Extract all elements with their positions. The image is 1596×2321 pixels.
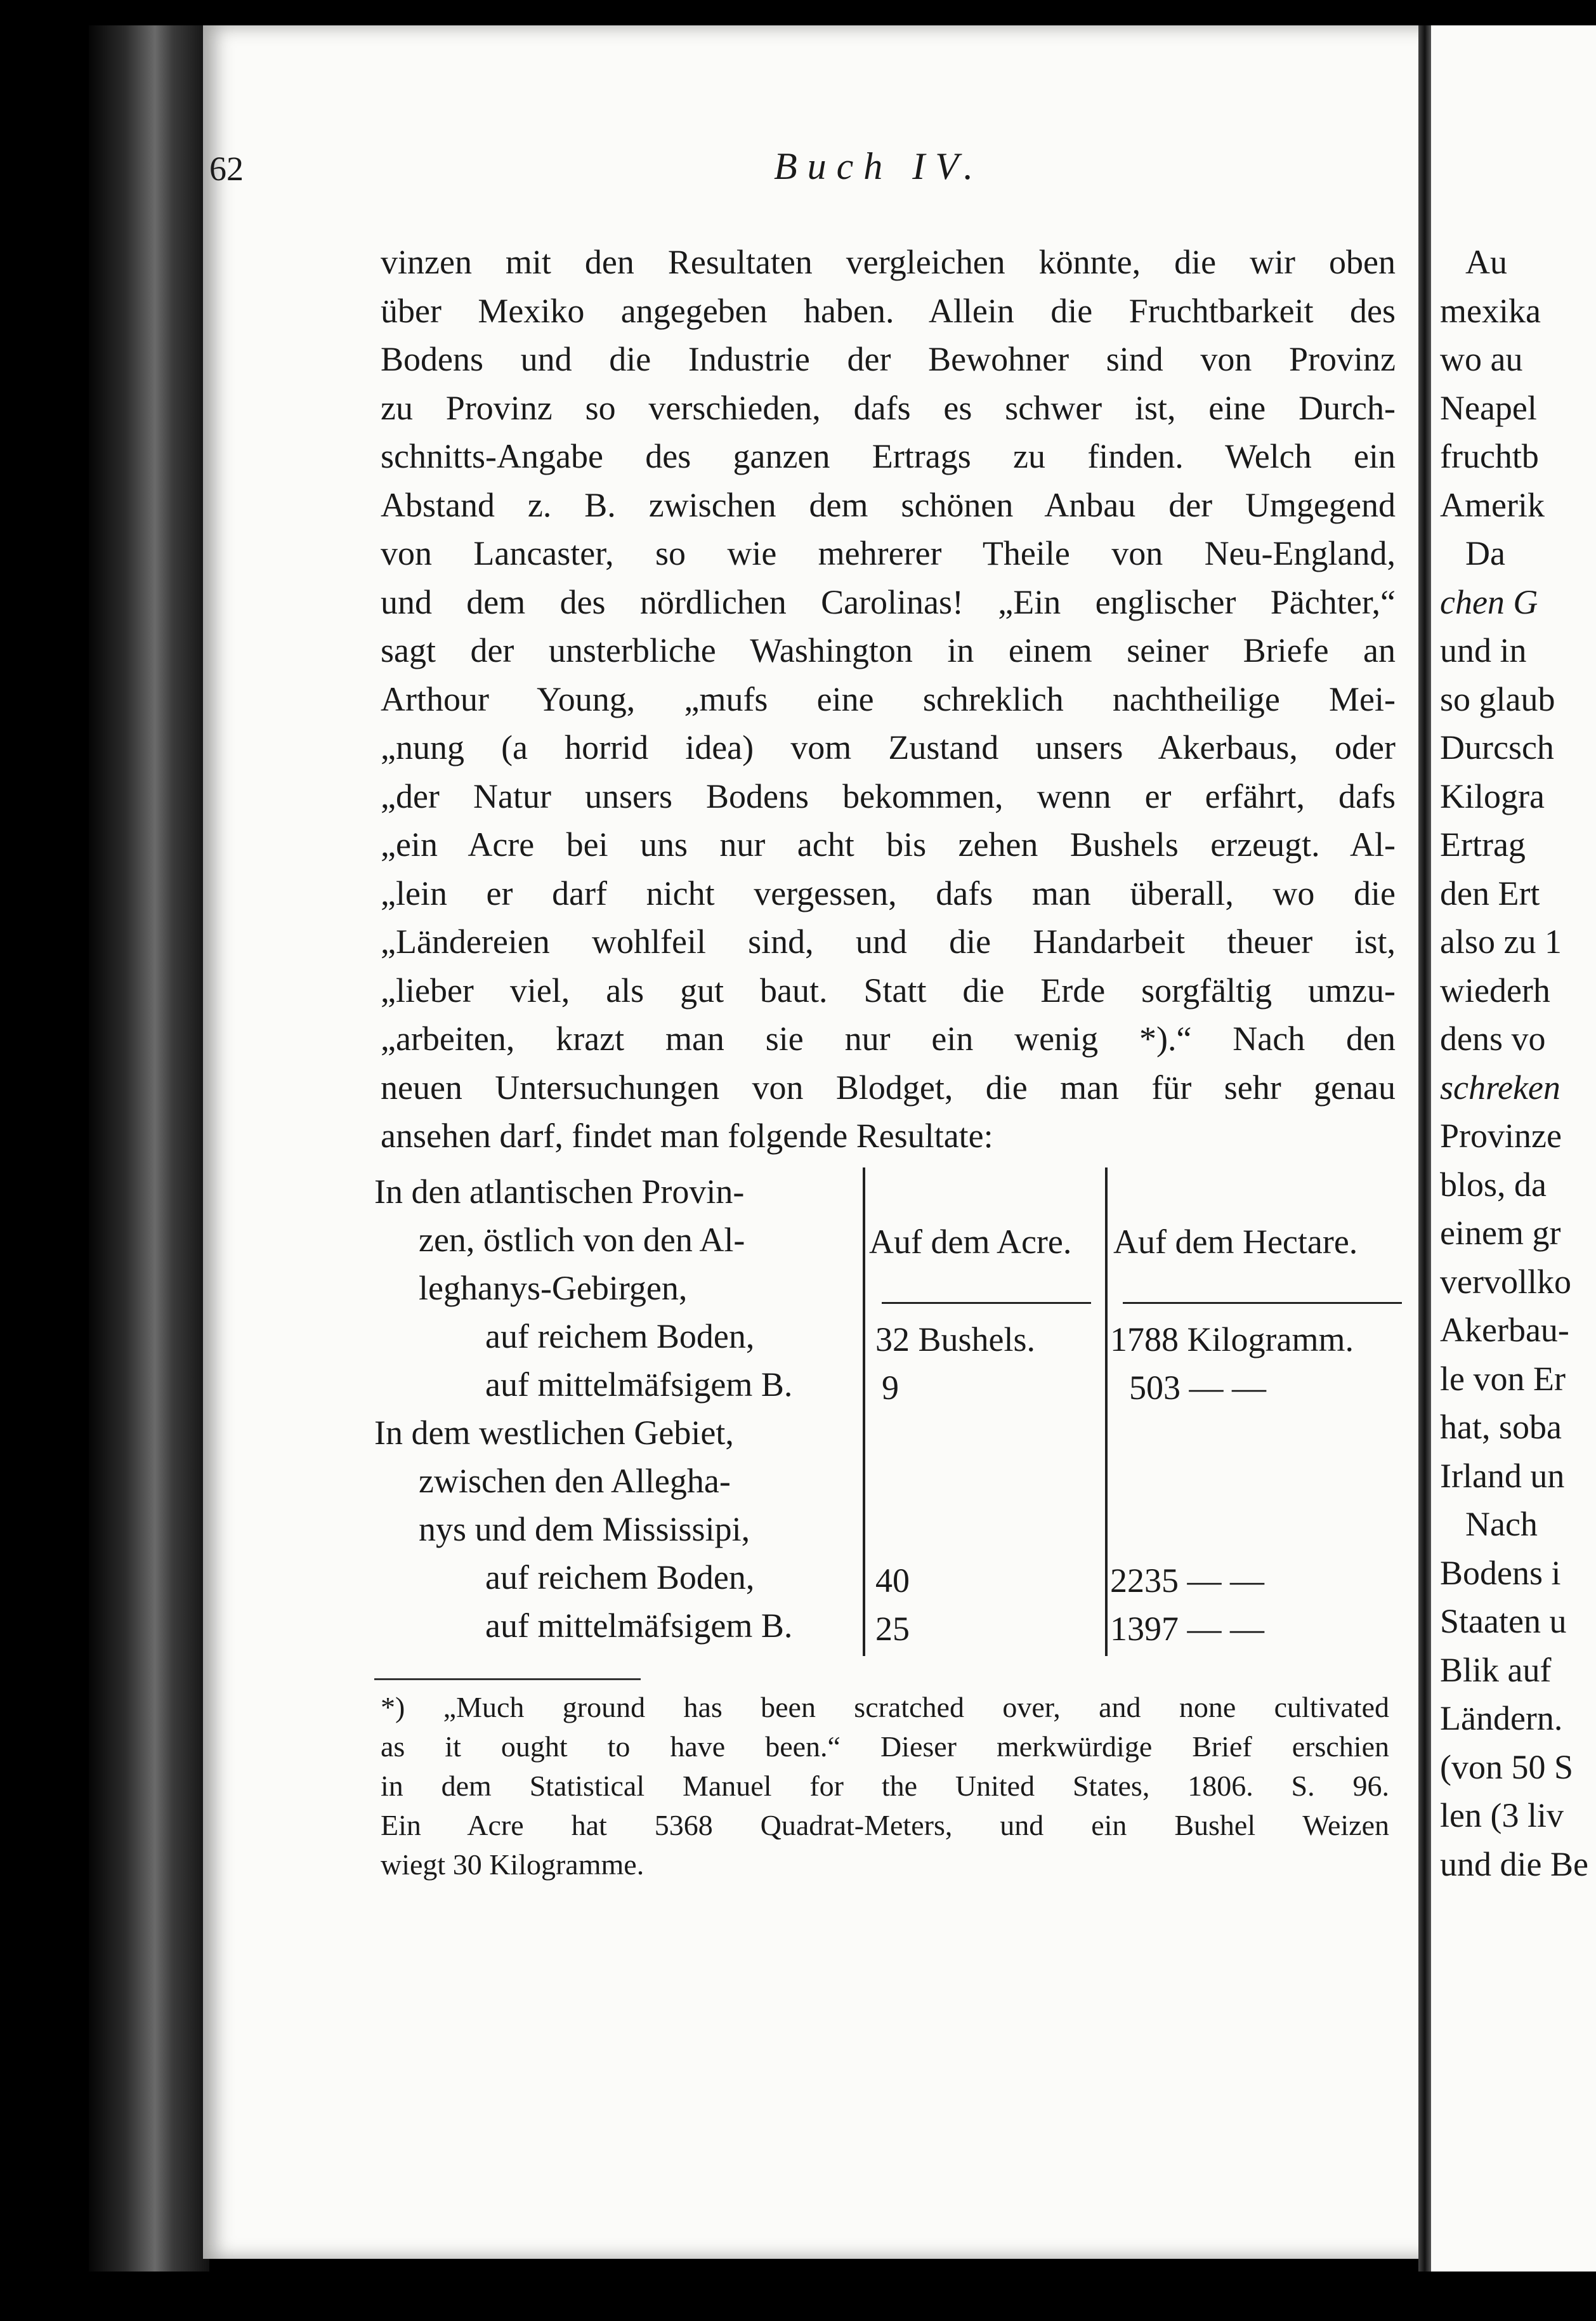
next-page-line: Kilogra <box>1440 777 1545 815</box>
next-page-line: Amerik <box>1440 485 1545 524</box>
next-page-line: also zu 1 <box>1440 923 1562 961</box>
body-line: vinzen mit den Resultaten vergleichen könnte, die wir oben <box>381 243 1396 281</box>
next-page-line: den Ert <box>1440 874 1540 912</box>
body-line: schnitts-Angabe des ganzen Ertrags zu finden. Welch ein <box>381 437 1396 475</box>
next-page-line: Neapel <box>1440 388 1537 427</box>
body-line: Abstand z. B. zwischen dem schönen Anbau der Umgegend <box>381 485 1396 524</box>
table-cell-acre: 9 <box>882 1369 899 1407</box>
table-row-label: zen, östlich von den Al- <box>419 1221 745 1259</box>
next-page-line: Durcsch <box>1440 728 1554 766</box>
table-cell-hectare: 1397 — — <box>1110 1610 1264 1648</box>
next-page-line: Akerbau- <box>1440 1311 1569 1349</box>
body-line: „nung (a horrid idea) vom Zustand unsers Akerbaus, oder <box>381 728 1396 766</box>
body-line: über Mexiko angegeben haben. Allein die Fruchtbarkeit des <box>381 291 1396 330</box>
next-page-line: schreken <box>1440 1068 1560 1107</box>
next-page-line: Au <box>1465 243 1507 281</box>
body-line: sagt der unsterbliche Washington in einem seiner Briefe an <box>381 631 1396 669</box>
body-line: „der Natur unsers Bodens bekommen, wenn er erfährt, dafs <box>381 777 1396 815</box>
table-rule <box>882 1302 1091 1304</box>
next-page-line: len (3 liv <box>1440 1796 1564 1834</box>
book-spine-edge <box>89 25 209 2272</box>
body-line: neuen Untersuchungen von Blodget, die man für sehr genau <box>381 1068 1396 1107</box>
next-page-line: so glaub <box>1440 680 1555 718</box>
footnote-line: in dem Statistical Manuel for the United States, 1806. S. 96. <box>381 1770 1389 1802</box>
table-row-label: auf reichem Boden, <box>485 1317 755 1355</box>
table-cell-hectare: 2235 — — <box>1110 1562 1264 1600</box>
body-line: von Lancaster, so wie mehrerer Theile von Neu-England, <box>381 534 1396 572</box>
body-line: zu Provinz so verschieden, dafs es schwer ist, eine Durch- <box>381 388 1396 427</box>
body-line: „arbeiten, krazt man sie nur ein wenig *).“ Nach den <box>381 1020 1396 1058</box>
running-title: Buch IV. <box>774 145 984 187</box>
next-page-line: Da <box>1465 534 1505 572</box>
body-text <box>381 238 1396 1160</box>
next-page-line: Irland un <box>1440 1456 1565 1495</box>
next-page-line: Nach <box>1465 1505 1538 1543</box>
next-page-text <box>1440 238 1596 1888</box>
page-number: 62 <box>209 150 244 188</box>
table-row-labels <box>374 1167 856 1650</box>
body-line: „Ländereien wohlfeil sind, und die Handarbeit theuer ist, <box>381 923 1396 961</box>
table-cell-acre: 40 <box>875 1562 910 1600</box>
next-page-line: vervollko <box>1440 1262 1571 1301</box>
next-page-line: Provinze <box>1440 1117 1562 1155</box>
next-page-line: Ländern. <box>1440 1699 1563 1737</box>
footnote-line: *) „Much ground has been scratched over, and none cultivated <box>381 1691 1389 1723</box>
table-cell-hectare: 503 — — <box>1129 1369 1266 1407</box>
footnote-line: as it ought to have been.“ Dieser merkwürdige Brief erschien <box>381 1730 1389 1763</box>
next-page-line: Blik auf <box>1440 1650 1552 1689</box>
footnote-line: wiegt 30 Kilogramme. <box>381 1848 644 1881</box>
table-cell-acre: 25 <box>875 1610 910 1648</box>
body-line: „lieber viel, als gut baut. Statt die Erde sorgfältig umzu- <box>381 971 1396 1009</box>
next-page-line: Staaten u <box>1440 1602 1567 1640</box>
table-rule <box>1123 1302 1402 1304</box>
table-row-label: In dem westlichen Gebiet, <box>374 1414 734 1452</box>
footnote <box>381 1688 1389 1884</box>
next-page-line: le von Er <box>1440 1359 1566 1398</box>
next-page-line: wiederh <box>1440 971 1550 1009</box>
body-line: Bodens und die Industrie der Bewohner sind von Provinz <box>381 340 1396 378</box>
next-page-line: dens vo <box>1440 1020 1546 1058</box>
next-page-line: und in <box>1440 631 1527 669</box>
next-page-line: fruchtb <box>1440 437 1539 475</box>
table-divider <box>863 1167 865 1656</box>
next-page-line: Ertrag <box>1440 825 1526 864</box>
table-row-label: auf reichem Boden, <box>485 1558 755 1596</box>
next-page-line: chen G <box>1440 582 1538 621</box>
next-page-line: einem gr <box>1440 1214 1561 1252</box>
table-cell-acre: 32 Bushels. <box>875 1320 1036 1358</box>
table-row-label: In den atlantischen Provin- <box>374 1173 745 1211</box>
next-page-line: wo au <box>1440 340 1523 378</box>
body-line: „ein Acre bei uns nur acht bis zehen Bushels erzeugt. Al- <box>381 825 1396 864</box>
next-page-line: hat, soba <box>1440 1408 1562 1446</box>
next-page-line: blos, da <box>1440 1165 1547 1204</box>
next-page-line: Bodens i <box>1440 1553 1561 1592</box>
column-header-acre: Auf dem Acre. <box>869 1223 1072 1261</box>
body-line: „lein er darf nicht vergessen, dafs man überall, wo die <box>381 874 1396 912</box>
table-cell-hectare: 1788 Kilogramm. <box>1110 1320 1354 1358</box>
column-header-hectare: Auf dem Hectare. <box>1113 1223 1358 1261</box>
table-row-label: auf mittelmäfsigem B. <box>485 1607 793 1645</box>
body-line: Arthour Young, „mufs eine schreklich nachtheilige Mei- <box>381 680 1396 718</box>
yield-table <box>374 1167 1408 1656</box>
table-row-label: nys und dem Mississipi, <box>419 1510 750 1548</box>
footnote-line: Ein Acre hat 5368 Quadrat-Meters, und ein Bushel Weizen <box>381 1809 1389 1841</box>
body-line: ansehen darf, findet man folgende Resultate: <box>381 1117 993 1155</box>
table-row-label: zwischen den Allegha- <box>419 1462 731 1500</box>
body-line: und dem des nördlichen Carolinas! „Ein englischer Pächter,“ <box>381 582 1396 621</box>
next-page-line: (von 50 S <box>1440 1747 1574 1786</box>
table-row-label: leghanys-Gebirgen, <box>419 1269 688 1307</box>
footnote-rule <box>374 1678 641 1680</box>
table-divider <box>1105 1167 1108 1656</box>
next-page-line: mexika <box>1440 291 1541 330</box>
table-row-label: auf mittelmäfsigem B. <box>485 1365 793 1404</box>
next-page-line: und die Be <box>1440 1844 1588 1883</box>
page-gutter <box>1418 25 1431 2272</box>
